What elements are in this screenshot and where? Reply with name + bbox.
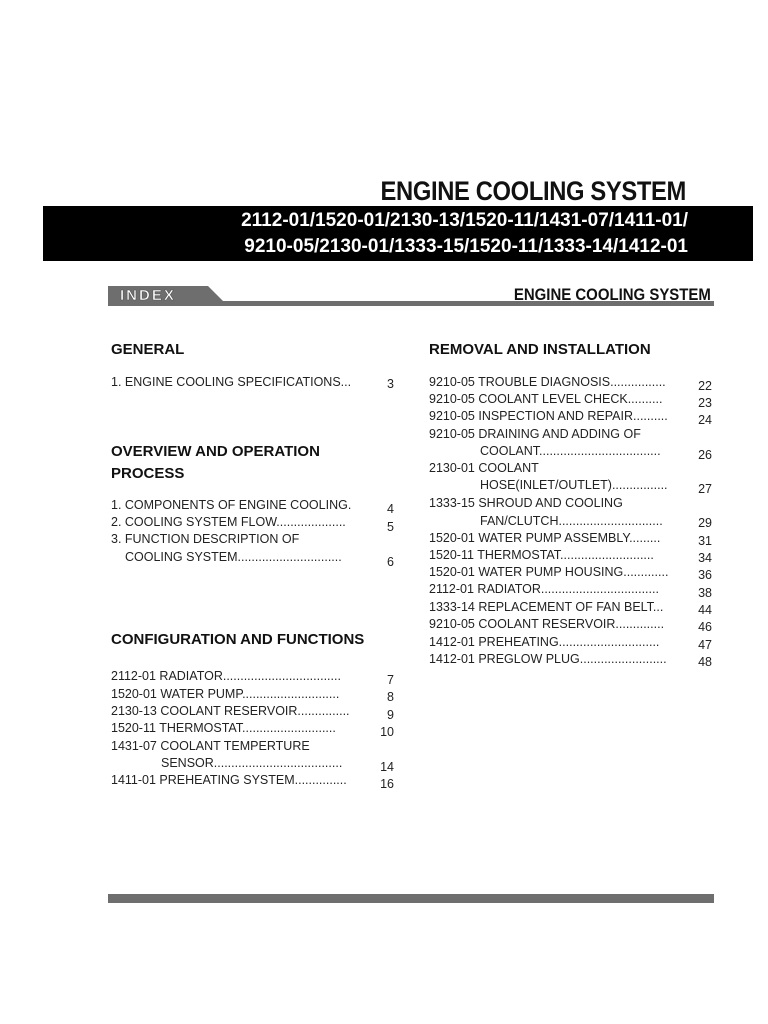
- toc-page-number: 26: [698, 448, 712, 462]
- toc-entry[interactable]: 1. ENGINE COOLING SPECIFICATIONS...: [111, 375, 352, 389]
- toc-entry[interactable]: 2112-01 RADIATOR..................................: [429, 582, 659, 596]
- toc-entry[interactable]: 9210-05 INSPECTION AND REPAIR..........: [429, 409, 668, 423]
- toc-page-number: 10: [380, 725, 394, 739]
- toc-entry-continued[interactable]: COOLANT...................................: [480, 444, 661, 458]
- toc-page-number: 36: [698, 568, 712, 582]
- toc-entry[interactable]: 1520-11 THERMOSTAT...........................: [111, 721, 336, 735]
- toc-entry-continued[interactable]: FAN/CLUTCH..............................: [480, 514, 663, 528]
- heading-removal-installation: REMOVAL AND INSTALLATION: [429, 341, 651, 358]
- toc-page-number: 46: [698, 620, 712, 634]
- toc-page-number: 22: [698, 379, 712, 393]
- toc-page-number: 6: [387, 555, 394, 569]
- toc-entry[interactable]: 9210-05 DRAINING AND ADDING OF: [429, 427, 641, 441]
- toc-page-number: 27: [698, 482, 712, 496]
- section-codes-line-1: 2112-01/1520-01/2130-13/1520-11/1431-07/1411-01/: [241, 210, 688, 231]
- toc-entry[interactable]: 1520-01 WATER PUMP HOUSING.............: [429, 565, 669, 579]
- heading-configuration: CONFIGURATION AND FUNCTIONS: [111, 631, 365, 648]
- section-codes-line-2: 9210-05/2130-01/1333-15/1520-11/1333-14/1412-01: [244, 236, 688, 257]
- toc-page-number: 31: [698, 534, 712, 548]
- toc-entry[interactable]: 2112-01 RADIATOR..................................: [111, 669, 341, 683]
- toc-entry[interactable]: 2130-01 COOLANT: [429, 461, 539, 475]
- toc-entry[interactable]: 3. FUNCTION DESCRIPTION OF: [111, 532, 300, 546]
- index-label: INDEX: [120, 287, 176, 304]
- toc-page-number: 16: [380, 777, 394, 791]
- toc-entry[interactable]: 1520-01 WATER PUMP............................: [111, 687, 340, 701]
- toc-entry[interactable]: 9210-05 COOLANT LEVEL CHECK..........: [429, 392, 663, 406]
- toc-entry[interactable]: 1431-07 COOLANT TEMPERTURE: [111, 739, 310, 753]
- toc-entry-continued[interactable]: COOLING SYSTEM..............................: [125, 550, 342, 564]
- heading-overview: OVERVIEW AND OPERATION: [111, 443, 320, 460]
- toc-entry[interactable]: 9210-05 TROUBLE DIAGNOSIS................: [429, 375, 666, 389]
- toc-page-number: 7: [387, 673, 394, 687]
- toc-entry[interactable]: 1333-15 SHROUD AND COOLING: [429, 496, 623, 510]
- toc-entry[interactable]: 1411-01 PREHEATING SYSTEM...............: [111, 773, 347, 787]
- toc-page-number: 14: [380, 760, 394, 774]
- toc-entry[interactable]: 1412-01 PREGLOW PLUG.........................: [429, 652, 667, 666]
- toc-entry-continued[interactable]: SENSOR.....................................: [161, 756, 343, 770]
- toc-page-number: 38: [698, 586, 712, 600]
- toc-page-number: 8: [387, 690, 394, 704]
- toc-entry[interactable]: 1520-11 THERMOSTAT...........................: [429, 548, 654, 562]
- toc-page-number: 44: [698, 603, 712, 617]
- toc-entry[interactable]: 2130-13 COOLANT RESERVOIR...............: [111, 704, 350, 718]
- toc-page-number: 9: [387, 708, 394, 722]
- toc-entry[interactable]: 9210-05 COOLANT RESERVOIR..............: [429, 617, 665, 631]
- toc-page-number: 47: [698, 638, 712, 652]
- toc-entry[interactable]: 2. COOLING SYSTEM FLOW....................: [111, 515, 346, 529]
- toc-page-number: 29: [698, 516, 712, 530]
- toc-entry-continued[interactable]: HOSE(INLET/OUTLET)................: [480, 478, 668, 492]
- heading-general: GENERAL: [111, 341, 185, 358]
- toc-page-number: 4: [387, 502, 394, 516]
- toc-page-number: 5: [387, 520, 394, 534]
- toc-entry[interactable]: 1520-01 WATER PUMP ASSEMBLY.........: [429, 531, 661, 545]
- toc-page-number: 3: [387, 377, 394, 391]
- toc-entry[interactable]: 1412-01 PREHEATING.............................: [429, 635, 660, 649]
- toc-page-number: 23: [698, 396, 712, 410]
- toc-page-number: 48: [698, 655, 712, 669]
- index-section-title: ENGINE COOLING SYSTEM: [514, 285, 711, 304]
- toc-page-number: 24: [698, 413, 712, 427]
- page-title: ENGINE COOLING SYSTEM: [380, 176, 686, 206]
- toc-page-number: 34: [698, 551, 712, 565]
- toc-entry[interactable]: 1333-14 REPLACEMENT OF FAN BELT...: [429, 600, 664, 614]
- footer-divider: [108, 894, 714, 903]
- heading-overview-cont: PROCESS: [111, 465, 185, 482]
- toc-entry[interactable]: 1. COMPONENTS OF ENGINE COOLING.: [111, 498, 352, 512]
